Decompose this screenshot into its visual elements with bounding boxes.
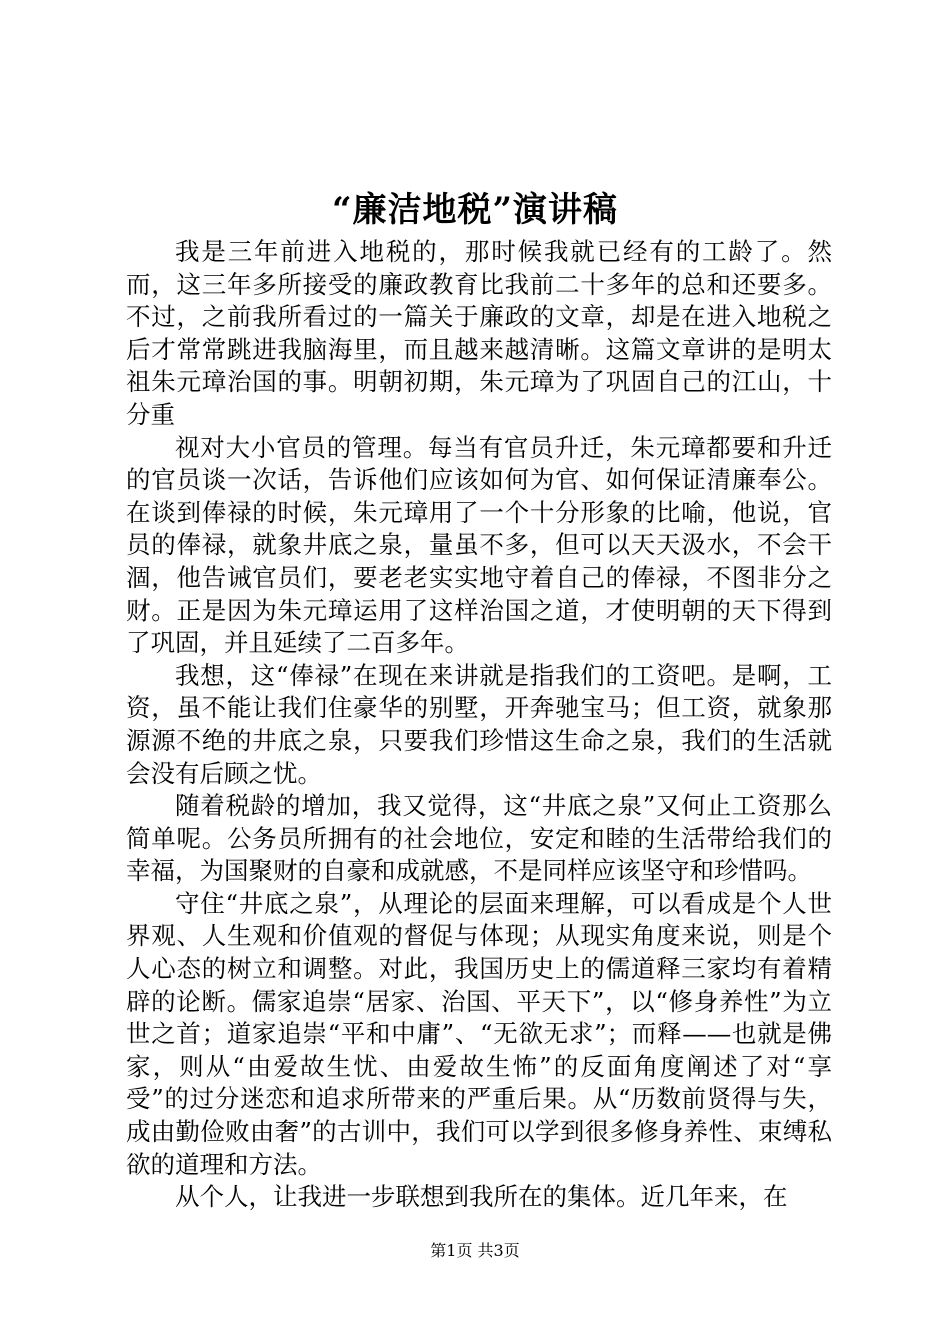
paragraph: 守住“井底之泉”，从理论的层面来理解，可以看成是个人世界观、人生观和价值观的督促与体现；从现实角度来说，则是个人心态的树立和调整。对此，我国历史上的儒道释三家均有着精辟的论断。儒家追崇“居家、治国、平天下”，以“修身养性”为立世之首；道家追崇“平和中庸”、“无欲无求”；而释——也就是佛家，则从“由爱故生忧、由爱故生怖”的反面角度阐述了对“享受”的过分迷恋和追求所带来的严重后果。从“历数前贤得与失，成由勤俭败由奢”的古训中，我们可以学到很多修身养性、束缚私欲的道理和方法。 [126,888,832,1179]
page-footer: 第1页 共3页 [430,1241,520,1260]
paragraph: 我是三年前进入地税的，那时候我就已经有的工龄了。然而，这三年多所接受的廉政教育比我前二十多年的总和还要多。不过，之前我所看过的一篇关于廉政的文章，却是在进入地税之后才常常跳进我脑海里，而且越来越清晰。这篇文章讲的是明太祖朱元璋治国的事。明朝初期，朱元璋为了巩固自己的江山，十分重 [126,237,832,429]
document-body [126,236,832,1214]
paragraph: 随着税龄的增加，我又觉得，这“井底之泉”又何止工资那么简单呢。公务员所拥有的社会地位，安定和睦的生活带给我们的幸福，为国聚财的自豪和成就感，不是同样应该坚守和珍惜吗。 [126,791,832,886]
paragraph: 从个人，让我进一步联想到我所在的集体。近几年来，在 [175,1182,788,1212]
paragraph: 我想，这“俸禄”在现在来讲就是指我们的工资吧。是啊，工资，虽不能让我们住豪华的别墅，开奔驰宝马；但工资，就象那源源不绝的井底之泉，只要我们珍惜这生命之泉，我们的生活就会没有后顾之忧。 [126,660,832,788]
paragraph: 视对大小官员的管理。每当有官员升迁，朱元璋都要和升迁的官员谈一次话，告诉他们应该如何为官、如何保证清廉奉公。在谈到俸禄的时候，朱元璋用了一个十分形象的比喻，他说，官员的俸禄，就象井底之泉，量虽不多，但可以天天汲水，不会干涸，他告诫官员们，要老老实实地守着自己的俸禄，不图非分之财。正是因为朱元璋运用了这样治国之道，才使明朝的天下得到了巩固，并且延续了二百多年。 [126,432,832,658]
document-title: “廉洁地税”演讲稿 [331,190,619,230]
